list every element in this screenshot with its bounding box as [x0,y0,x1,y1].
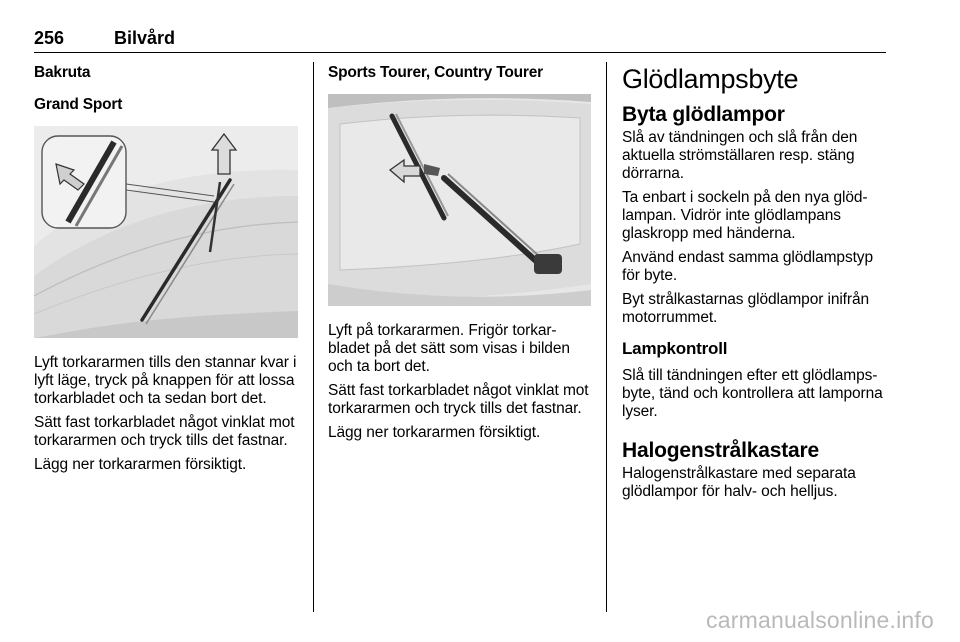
rear-wiper-illustration-grand-sport [34,126,298,338]
subtitle-byta-glodlampor: Byta glödlampor [622,103,785,126]
heading-lampkontroll: Lampkontroll [622,339,728,358]
left-paragraph-2: Sätt fast torkarbladet något vinklat mot torkararmen och tryck tills det fastnar. [34,414,295,449]
right-paragraph-3: Använd endast samma glödlampstyp för byte. [622,249,873,284]
right-paragraph-2: Ta enbart i sockeln på den nya glöd-lampan. Vidrör inte glödlampans glaskropp med händerna. [622,189,868,242]
middle-paragraph-2: Sätt fast torkarbladet något vinklat mot torkararmen och tryck tills det fastnar. [328,382,589,417]
middle-paragraph-1: Lyft på torkararmen. Frigör torkar-bladet på det sätt som visas i bilden och ta bort det. [328,322,570,375]
column-divider-2 [606,62,607,612]
subtitle-grand-sport: Grand Sport [34,96,123,113]
halogen-text: Halogenstrålkastare med separata glödlampor för halv- och helljus. [622,465,856,500]
subtitle-sports-tourer: Sports Tourer, Country Tourer [328,64,543,81]
rear-wiper-illustration-sports-tourer [328,94,591,306]
heading-halogenstralkastare: Halogenstrålkastare [622,439,819,462]
watermark: carmanualsonline.info [706,607,934,633]
left-paragraph-1: Lyft torkararmen tills den stannar kvar i lyft läge, tryck på knappen för att lossa torkarbladet och ta sedan bort det. [34,354,297,407]
chapter-title: Bilvård [114,28,176,48]
right-paragraph-1: Slå av tändningen och slå från den aktuella strömställaren resp. stäng dörrarna. [622,129,858,182]
section-title-glodlampsbyte: Glödlampsbyte [622,64,799,94]
right-column [622,64,888,501]
left-paragraph-3: Lägg ner torkararmen försiktigt. [34,456,247,473]
left-column [34,64,298,474]
page-number: 256 [34,28,65,48]
section-title-bakruta: Bakruta [34,64,91,81]
middle-paragraph-3: Lägg ner torkararmen försiktigt. [328,424,541,441]
middle-column [328,64,591,442]
column-divider-1 [313,62,314,612]
lampkontroll-text: Slå till tändningen efter ett glödlamps-byte, tänd och kontrollera att lamporna lyser. [622,367,883,420]
page-header [34,28,886,53]
right-paragraph-4: Byt strålkastarnas glödlampor inifrån motorrummet. [622,291,869,326]
